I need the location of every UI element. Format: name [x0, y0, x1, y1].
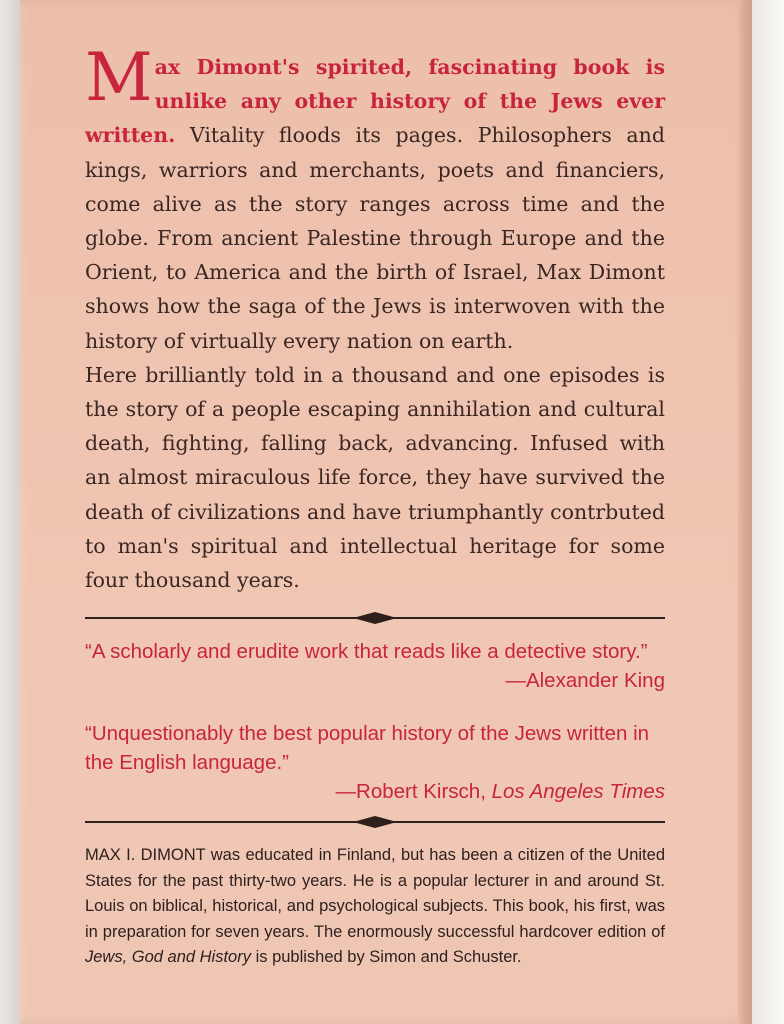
blurb-lead: ax Dimont's spirited, fascinating book is unlike any other history of the Jews ever written.: [85, 55, 665, 148]
drop-cap: M: [85, 39, 153, 116]
quote-2-attribution-name: —Robert Kirsch,: [335, 780, 492, 803]
background-left: [0, 0, 22, 1024]
quote-2: [85, 719, 665, 806]
cover-edge: [738, 0, 752, 1024]
blurb-paragraph-2: Here brilliantly told in a thousand and one episodes is the story of a people escaping annihilation and cultural death, fighting, falling back, advancing. Infused with an almost miraculous life force, they have survived the death of civilizations and have triumphantly contrbuted to man's spiritual and intellectual heritage for some four thousand years.: [85, 362, 665, 593]
quote-2-text: “Unquestionably the best popular history of the Jews written in the English language.”: [85, 722, 650, 774]
author-bio-text-2: is published by Simon and Schuster.: [250, 948, 522, 967]
quote-2-attribution-publication: Los Angeles Times: [491, 780, 665, 803]
author-bio-book-title: Jews, God and History: [85, 948, 251, 967]
author-bio-text-1: MAX I. DIMONT was educated in Finland, but has been a citizen of the United States for the past thirty-two years. He is a popular lecturer in and around St. Louis on biblical, historical, and psychological subjects. This book, his first, was in preparation for seven years. The enormously successful hardcover edition of: [85, 846, 665, 941]
ornament-divider-2: [85, 815, 665, 829]
blurb-paragraph-1: [85, 39, 665, 358]
quote-1-attribution: —Alexander King: [505, 669, 665, 692]
quote-2-attribution: [85, 777, 665, 806]
blurb-paragraph-1-rest: Vitality floods its pages. Philosophers and kings, warriors and merchants, poets and financiers, come alive as the story ranges across time and the globe. From ancient Palestine through Europe and the Orient, to America and the birth of Israel, Max Dimont shows how the saga of the Jews is interwoven with the history of virtually every nation on earth.: [85, 123, 665, 353]
author-bio: [85, 843, 665, 971]
blurb: [85, 39, 665, 597]
quote-1: [85, 637, 665, 695]
quote-1-text: “A scholarly and erudite work that reads like a detective story.”: [85, 640, 648, 663]
ornament-divider-1: [85, 611, 665, 625]
